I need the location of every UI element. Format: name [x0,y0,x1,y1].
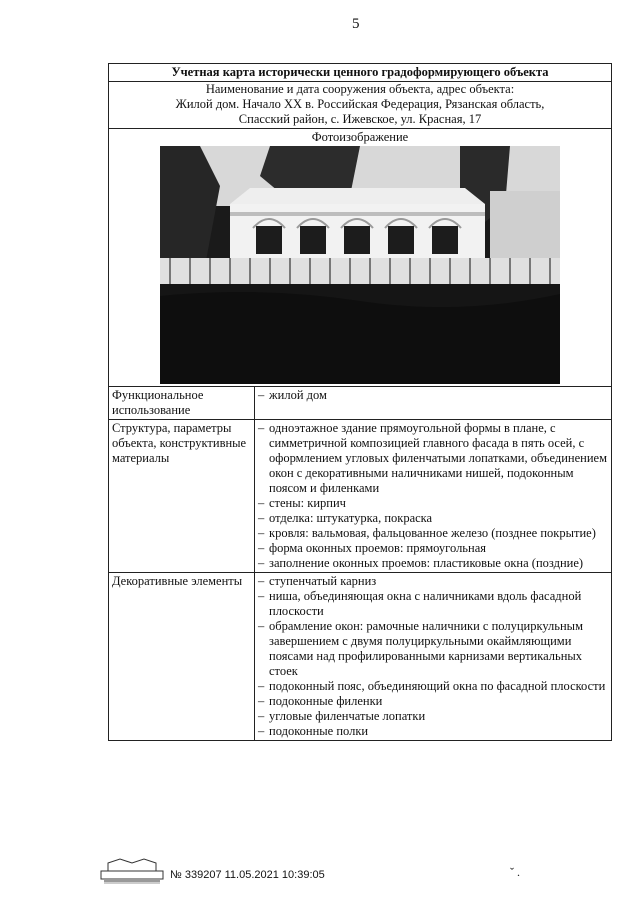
card-row-decor [109,573,611,740]
card-subtitle [109,82,611,129]
list-item: – одноэтажное здание прямоугольной формы в плане, с симметричной композицией главного фасада в пять осей, с оформлением угловых филенчатыми лопатками, объединением окон с декоративными наличниками нишей, подоконным поясом и филенками [258,421,608,496]
card-row-function [109,387,611,420]
card-row-structure [109,420,611,573]
building-photo [160,146,560,384]
list-item: – форма оконных проемов: прямоугольная [258,541,608,556]
list-item: – подоконные филенки [258,694,608,709]
registration-card [108,63,612,741]
row-value [255,387,611,419]
list-item: – заполнение оконных проемов: пластиковые окна (поздние) [258,556,608,571]
photo-section [109,129,611,387]
scan-mark: ˇ . [510,865,520,879]
subtitle-line: Спасский район, с. Ижевское, ул. Красная, 17 [238,112,482,126]
list-item: – угловые филенчатые лопатки [258,709,608,724]
row-label: Структура, параметры объекта, конструктивные материалы [109,420,255,572]
footer [100,857,620,887]
row-label: Декоративные элементы [109,573,255,740]
row-value [255,420,611,572]
registration-stamp-logo [100,857,164,885]
list-item: – стены: кирпич [258,496,608,511]
list-item: – обрамление окон: рамочные наличники с полуциркульным завершением с двумя полуциркульными окаймляющими поясами над профилированными карнизами вертикальных стоек [258,619,608,679]
list-item: – ступенчатый карниз [258,574,608,589]
list-item: – отделка: штукатурка, покраска [258,511,608,526]
list-item: – кровля: вальмовая, фальцованное железо (позднее покрытие) [258,526,608,541]
list-item: – подоконный пояс, объединяющий окна по фасадной плоскости [258,679,608,694]
registration-stamp: № 339207 11.05.2021 10:39:05 [170,869,325,881]
subtitle-line: Наименование и дата сооружения объекта, адрес объекта: [205,82,515,96]
row-value [255,573,611,740]
subtitle-line: Жилой дом. Начало XX в. Российская Федерация, Рязанская область, [175,97,545,111]
row-label: Функциональное использование [109,387,255,419]
list-item: – жилой дом [258,388,608,403]
list-item: – ниша, объединяющая окна с наличниками вдоль фасадной плоскости [258,589,608,619]
photo-label: Фотоизображение [311,130,409,144]
list-item: – подоконные полки [258,724,608,739]
page-number: 5 [352,16,360,32]
card-title: Учетная карта исторически ценного градоформирующего объекта [109,64,611,82]
